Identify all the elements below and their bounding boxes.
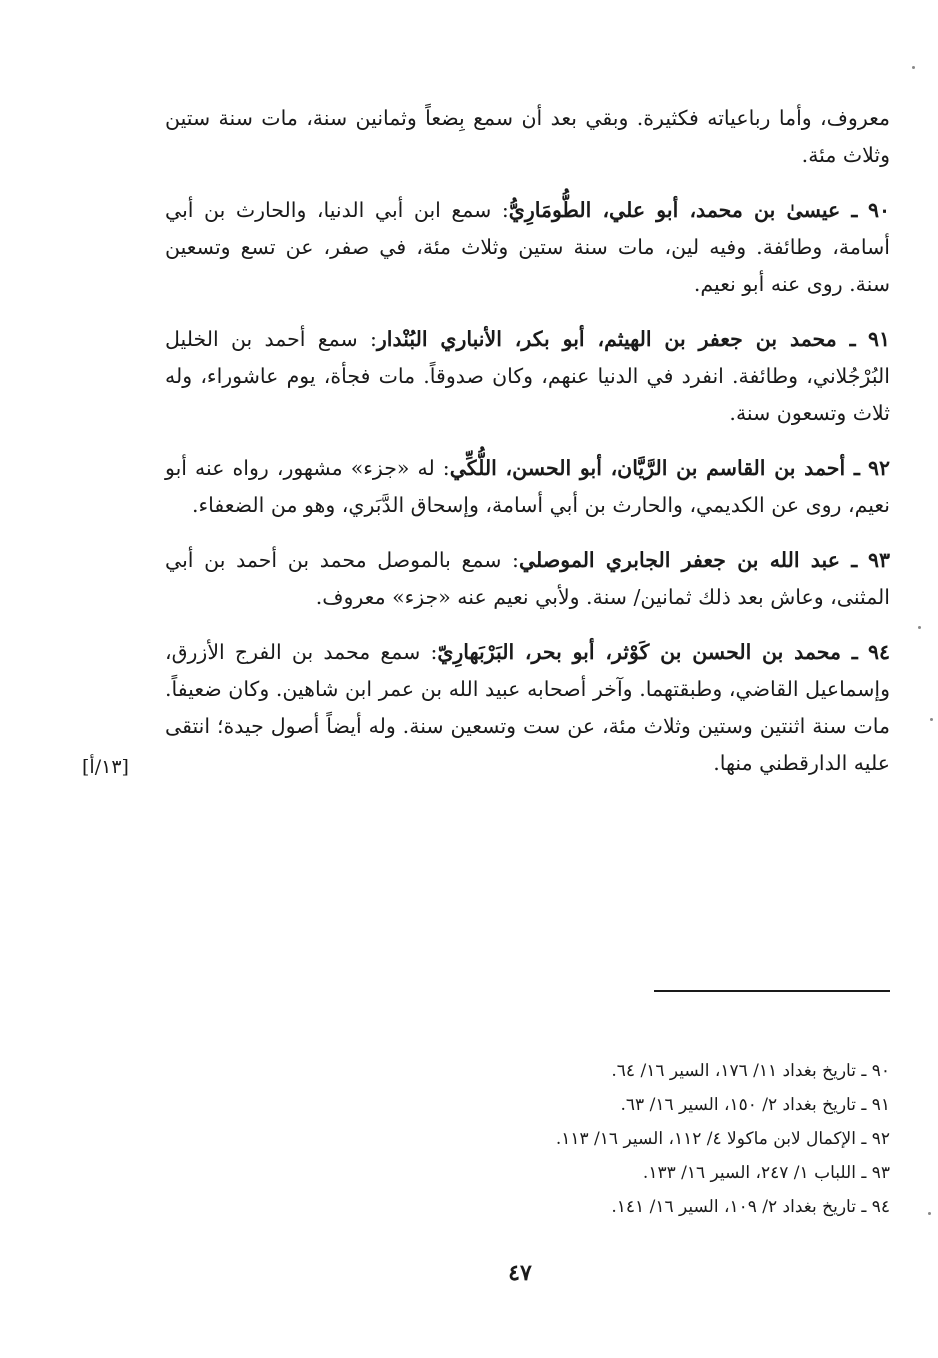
entry-name: محمد بن الحسن بن كَوْثر، أبو بحر، البَرْبَهارِيّ	[437, 640, 841, 664]
entry-name: أحمد بن القاسم بن الرَّيَّان، أبو الحسن، اللُّكِّي	[449, 456, 846, 480]
footnotes-block	[290, 1054, 890, 1224]
footnote-92: ٩٢ ـ الإكمال لابن ماكولا ٤/ ١١٢، السير ١٦/ ١١٣.	[555, 1129, 890, 1149]
footnote-94: ٩٤ ـ تاريخ بغداد ٢/ ١٠٩، السير ١٦/ ١٤١.	[611, 1197, 890, 1217]
footnote-90: ٩٠ ـ تاريخ بغداد ١١/ ١٧٦، السير ١٦/ ٦٤.	[611, 1061, 890, 1081]
entry-name: عيسىٰ بن محمد، أبو علي، الطُّومَارِيُّ	[508, 198, 841, 222]
entry-dash: ـ	[840, 640, 858, 664]
entry-dash: ـ	[836, 327, 856, 351]
main-text-block	[165, 100, 890, 782]
continuation-paragraph: معروف، وأما رباعياته فكثيرة. وبقي بعد أن سمع بِضعاً وثمانين سنة، مات سنة ستين وثلاث مئة.	[165, 106, 890, 167]
entry-text: : سمع ابن أبي الدنيا، والحارث بن أبي أسامة، وطائفة. وفيه لين، مات سنة ستين وثلاث مئة، في صفر، عن تسع وتسعين سنة. روى عنه أبو نعيم.	[165, 198, 890, 296]
paragraph-gap	[165, 524, 890, 542]
entry-number: ٩٤	[867, 640, 890, 664]
entry-number: ٩١	[867, 327, 890, 351]
manuscript-folio-marker: [١٣/أ]	[82, 756, 129, 778]
footnote-91: ٩١ ـ تاريخ بغداد ٢/ ١٥٠، السير ١٦/ ٦٣.	[620, 1095, 890, 1115]
entry-90	[165, 192, 890, 303]
footnote-separator	[654, 990, 890, 992]
entry-93	[165, 542, 890, 616]
margin-speck	[918, 626, 921, 629]
entry-name: عبد الله بن جعفر الجابري الموصلي	[518, 548, 840, 572]
entry-94	[165, 634, 890, 782]
entry-text: : سمع أحمد بن الخليل البُرْجُلاني، وطائفة. انفرد في الدنيا عنهم، وكان صدوقاً. مات فجأة، يوم عاشوراء، وله ثلاث وتسعون سنة.	[165, 327, 890, 425]
paragraph-gap	[165, 303, 890, 321]
paragraph-gap	[165, 432, 890, 450]
margin-speck	[912, 66, 915, 69]
entry-number: ٩٣	[867, 548, 890, 572]
margin-speck	[928, 1212, 931, 1215]
entry-number: ٩٠	[867, 198, 890, 222]
page-number: ٤٧	[508, 1260, 532, 1286]
paragraph-gap	[165, 174, 890, 192]
entry-91	[165, 321, 890, 432]
entry-text: : سمع بالموصل محمد بن أحمد بن أبي المثنى، وعاش بعد ذلك ثمانين/ سنة. ولأبي نعيم عنه «جزء» معروف.	[165, 548, 890, 609]
entry-text: : سمع محمد بن الفرج الأزرق، وإسماعيل القاضي، وطبقتهما. وآخر أصحابه عبيد الله بن عمر ابن شاهين. وكان ضعيفاً. مات سنة اثنتين وستين وثلاث مئة، عن ست وتسعين سنة. وله أيضاً أصول جيدة؛ انتقى عليه الدارقطني منها.	[165, 640, 890, 775]
entry-number: ٩٢	[867, 456, 890, 480]
footnote-93: ٩٣ ـ اللباب ١/ ٢٤٧، السير ١٦/ ١٣٣.	[642, 1163, 890, 1183]
entry-dash: ـ	[845, 456, 860, 480]
entry-dash: ـ	[839, 548, 858, 572]
entry-name: محمد بن جعفر بن الهيثم، أبو بكر، الأنباري البُنْدار	[376, 327, 837, 351]
paragraph-gap	[165, 616, 890, 634]
margin-speck	[930, 718, 933, 721]
entry-text: : له «جزء» مشهور، رواه عنه أبو نعيم، روى عن الكديمي، والحارث بن أبي أسامة، وإسحاق الدَّبَري، وهو من الضعفاء.	[165, 456, 890, 517]
entry-92	[165, 450, 890, 524]
entry-dash: ـ	[840, 198, 858, 222]
